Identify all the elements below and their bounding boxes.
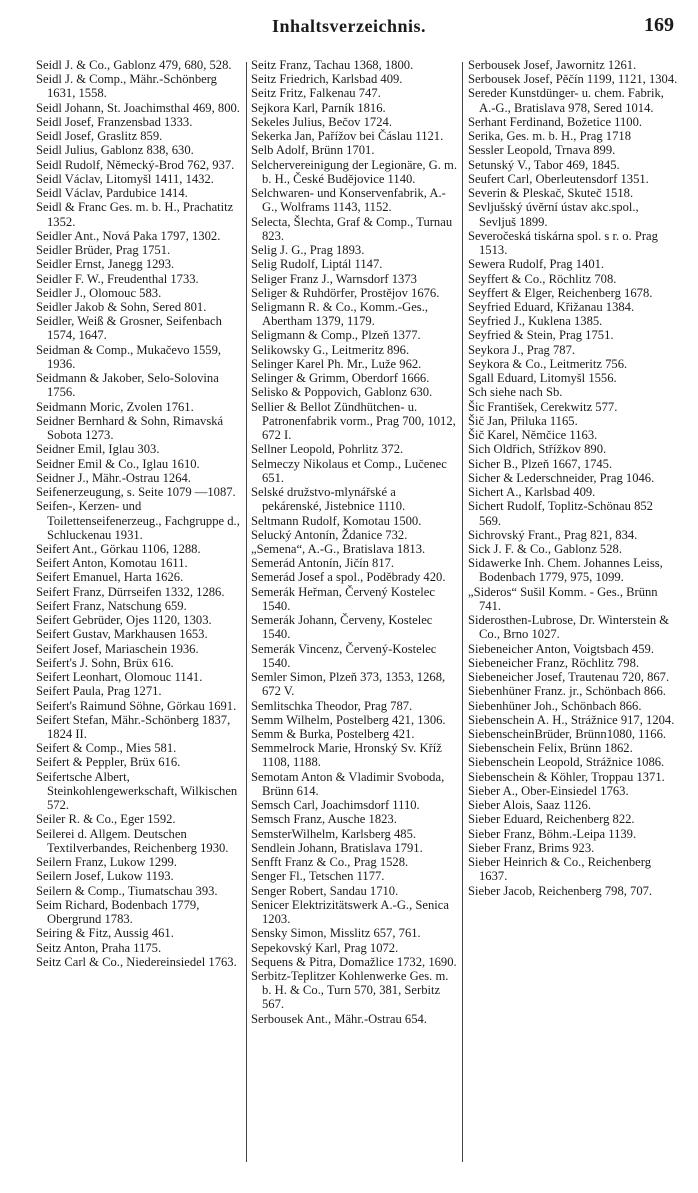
index-entry: Semerák Heřman, Červený Kostelec 1540. <box>251 584 435 613</box>
index-entry: Selinger Karel Ph. Mr., Luže 962. <box>251 356 422 371</box>
index-entry: Sieber A., Ober-Einsiedel 1763. <box>468 783 629 798</box>
index-entry: Siebenschein & Köhler, Troppau 1371. <box>468 769 665 784</box>
index-entry: Semlitschka Theodor, Prag 787. <box>251 698 413 713</box>
index-entry: Serbousek Josef, Jawornitz 1261. <box>468 58 637 72</box>
index-entry: Seifert's J. Sohn, Brüx 616. <box>36 655 174 670</box>
index-entry: Sieber Jacob, Reichenberg 798, 707. <box>468 883 653 898</box>
index-entry: Seifert's Raimund Söhne, Görkau 1691. <box>36 698 237 713</box>
index-entry: Seifert Franz, Natschung 659. <box>36 598 187 613</box>
index-entry: Selinger & Grimm, Oberdorf 1666. <box>251 371 430 386</box>
index-entry: Semm & Burka, Postelberg 421. <box>251 727 415 742</box>
index-entry: Severočeská tiskárna spol. s r. o. Prag 1513. <box>468 228 658 258</box>
index-entry: Severin & Pleskač, Skuteč 1518. <box>468 186 634 201</box>
index-entry: Serhant Ferdinand, Božetice 1100. <box>468 114 643 129</box>
index-entry: Sendlein Johann, Bratislava 1791. <box>251 840 423 855</box>
index-entry: Sieber Alois, Saaz 1126. <box>468 798 592 813</box>
index-entry: Semmelrock Marie, Hronský Sv. Kříž 1108, 1188. <box>251 741 442 770</box>
index-entry: Sepekovský Karl, Prag 1072. <box>251 940 399 955</box>
index-entry: Semotam Anton & Vladimir Svoboda, Brünn 614. <box>251 769 445 798</box>
index-entry: Seyffert & Elger, Reichenberg 1678. <box>468 285 653 300</box>
index-entry: SemsterWilhelm, Karlsberg 485. <box>251 826 417 841</box>
index-entry: Senfft Franz & Co., Prag 1528. <box>251 855 409 870</box>
index-entry: Selisko & Poppovich, Gablonz 630. <box>251 385 433 400</box>
index-entry: Sekeles Julius, Bečov 1724. <box>251 114 392 129</box>
index-columns <box>0 58 698 1184</box>
index-entry: Šic František, Cerekwitz 577. <box>468 399 618 414</box>
index-entry: Seidl J. & Comp., Mähr.-Schönberg 1631, 1558. <box>36 72 217 101</box>
index-entry: Seidler, Weiß & Grosner, Seifenbach 1574, 1647. <box>36 314 222 343</box>
index-entry: Seifert Gebrüder, Ojes 1120, 1303. <box>36 613 212 628</box>
index-entry: „Semena“, A.-G., Bratislava 1813. <box>251 541 426 556</box>
index-entry: Sekerka Jan, Pařížov bei Čáslau 1121. <box>251 129 444 144</box>
index-entry: Seifertsche Albert, Steinkohlengewerkschaft, Wilkischen 572. <box>36 769 238 813</box>
index-column-1 <box>36 58 242 1184</box>
index-entry: Seifert Leonhart, Olomouc 1141. <box>36 670 203 685</box>
index-entry: Seligmann & Comp., Plzeň 1377. <box>251 328 421 343</box>
index-entry: Siderosthen-Lubrose, Dr. Winterstein & Co., Brno 1027. <box>468 613 670 642</box>
index-column-2 <box>251 58 457 1184</box>
index-entry: Šič Jan, Přiluka 1165. <box>468 413 578 428</box>
index-entry: Semerád Antonín, Jičín 817. <box>251 556 395 571</box>
index-entry: Siebeneicher Franz, Röchlitz 798. <box>468 655 640 670</box>
index-entry: Seifert Josef, Mariaschein 1936. <box>36 641 199 656</box>
index-entry: Seidler F. W., Freudenthal 1733. <box>36 271 199 286</box>
index-entry: Seidler Ernst, Janegg 1293. <box>36 257 175 272</box>
index-entry: Serbitz-Teplitzer Kohlenwerke Ges. m. b. H. & Co., Turn 570, 381, Serbitz 567. <box>251 969 449 1012</box>
index-entry: Semerák Vincenz, Červený-Kostelec 1540. <box>251 641 437 670</box>
index-entry: Senicer Elektrizitätswerk A.-G., Senica 1203. <box>251 897 449 927</box>
index-entry: Sieber Franz, Böhm.-Leipa 1139. <box>468 826 637 841</box>
index-entry: Sidawerke Inh. Chem. Johannes Leiss, Bodenbach 1779, 975, 1099. <box>468 556 663 585</box>
index-entry: Seidl Václav, Litomyšl 1411, 1432. <box>36 171 214 186</box>
index-entry: Siebenhüner Franz. jr., Schönbach 866. <box>468 684 666 699</box>
index-entry: Sch siehe nach Sb. <box>468 385 563 400</box>
index-entry: Seufert Carl, Oberleutensdorf 1351. <box>468 171 649 186</box>
index-entry: Seltmann Rudolf, Komotau 1500. <box>251 513 422 528</box>
index-entry: Seidl Josef, Graslitz 859. <box>36 129 163 144</box>
index-entry: Semerád Josef a spol., Poděbrady 420. <box>251 570 446 585</box>
index-entry: Seliger Franz J., Warnsdorf 1373 <box>251 271 417 286</box>
index-entry: Sichert Rudolf, Toplitz-Schönau 852 569. <box>468 499 653 528</box>
index-entry: Seidner Bernhard & Sohn, Rimavská Sobota 1273. <box>36 413 224 443</box>
index-entry: Semsch Franz, Ausche 1823. <box>251 812 397 827</box>
index-entry: Sieber Eduard, Reichenberg 822. <box>468 812 635 827</box>
index-entry: Seidl Johann, St. Joachimsthal 469, 800. <box>36 100 240 115</box>
index-entry: Seifert Gustav, Markhausen 1653. <box>36 627 208 642</box>
index-entry: Semler Simon, Plzeň 373, 1353, 1268, 672 V. <box>251 670 446 699</box>
index-entry: Siebenschein Leopold, Strážnice 1086. <box>468 755 665 770</box>
index-entry: Seidner J., Mähr.-Ostrau 1264. <box>36 470 191 485</box>
index-entry: Seitz Franz, Tachau 1368, 1800. <box>251 58 414 72</box>
index-entry: Seifert & Comp., Mies 581. <box>36 741 177 756</box>
index-entry: Selig Rudolf, Liptál 1147. <box>251 257 383 272</box>
index-entry: Siebeneicher Anton, Voigtsbach 459. <box>468 641 654 656</box>
index-entry: Sellier & Bellot Zündhütchen- u. Patronenfabrik vorm., Prag 700, 1012, 672 I. <box>251 399 456 443</box>
index-entry: Seim Richard, Bodenbach 1779, Obergrund 1783. <box>36 897 200 927</box>
index-entry: Seilerei d. Allgem. Deutschen Textilverbandes, Reichenberg 1930. <box>36 826 229 855</box>
index-entry: Seifert Anton, Komotau 1611. <box>36 556 188 571</box>
index-entry: Seligmann R. & Co., Komm.-Ges., Abertham 1379, 1179. <box>251 299 429 329</box>
index-entry: Seykora & Co., Leitmeritz 756. <box>468 356 628 371</box>
index-entry: Seyffert & Co., Röchlitz 708. <box>468 271 617 286</box>
index-entry: Seidl Rudolf, Německý-Brod 762, 937. <box>36 157 235 172</box>
index-entry: Selmeczy Nikolaus et Comp., Lučenec 651. <box>251 456 447 485</box>
index-entry: Selchwaren- und Konservenfabrik, A.-G., Wolframs 1143, 1152. <box>251 186 446 215</box>
index-entry: „Sideros“ Sušil Komm. - Ges., Brünn 741. <box>468 584 658 613</box>
index-entry: Seiler R. & Co., Eger 1592. <box>36 812 176 827</box>
index-entry: Sgall Eduard, Litomyšl 1556. <box>468 371 617 386</box>
index-entry: Seidl Václav, Pardubice 1414. <box>36 186 188 201</box>
index-entry: Seliger & Ruhdörfer, Prostějov 1676. <box>251 285 440 300</box>
index-entry: Seilern Franz, Lukow 1299. <box>36 855 177 870</box>
index-entry: Šič Karel, Němčice 1163. <box>468 428 598 443</box>
index-entry: Selig J. G., Prag 1893. <box>251 243 365 258</box>
index-entry: Seitz Fritz, Falkenau 747. <box>251 86 381 101</box>
index-entry: Sichrovský Frant., Prag 821, 834. <box>468 527 638 542</box>
index-entry: Seitz Carl & Co., Niedereinsiedel 1763. <box>36 954 237 969</box>
index-entry: Sicher B., Plzeň 1667, 1745. <box>468 456 613 471</box>
index-entry: Sichert A., Karlsbad 409. <box>468 485 596 500</box>
index-entry: Siebeneicher Josef, Trautenau 720, 867. <box>468 670 670 685</box>
index-entry: Seilern & Comp., Tiumatschau 393. <box>36 883 218 898</box>
index-entry: Serbousek Josef, Pěčín 1199, 1121, 1304. <box>468 72 678 87</box>
index-entry: Sensky Simon, Misslitz 657, 761. <box>251 926 421 941</box>
index-entry: Semm Wilhelm, Postelberg 421, 1306. <box>251 712 446 727</box>
index-entry: Selucký Antonín, Ždanice 732. <box>251 527 408 542</box>
index-entry: Seidmann Moric, Zvolen 1761. <box>36 399 194 414</box>
index-entry: Seyfried J., Kuklena 1385. <box>468 314 603 329</box>
index-entry: Seyfried & Stein, Prag 1751. <box>468 328 614 343</box>
index-entry: Sellner Leopold, Pohrlitz 372. <box>251 442 404 457</box>
index-entry: Siebenschein Felix, Brünn 1862. <box>468 741 633 756</box>
index-entry: Seidl Julius, Gablonz 838, 630. <box>36 143 194 158</box>
index-entry: Sevljušský úvěrní ústav akc.spol., Sevljuš 1899. <box>468 200 639 229</box>
index-entry: Selikowsky G., Leitmeritz 896. <box>251 342 410 357</box>
index-entry: Sick J. F. & Co., Gablonz 528. <box>468 541 622 556</box>
index-entry: Seidler Ant., Nová Paka 1797, 1302. <box>36 228 221 243</box>
index-entry: Selecta, Šlechta, Graf & Comp., Turnau 823. <box>251 214 453 243</box>
index-entry: Seifert Ant., Görkau 1106, 1288. <box>36 541 201 556</box>
index-entry: Serbousek Ant., Mähr.-Ostrau 654. <box>251 1011 427 1026</box>
index-entry: Sewera Rudolf, Prag 1401. <box>468 257 605 272</box>
index-entry: Seyfried Eduard, Křižanau 1384. <box>468 299 635 314</box>
index-entry: Sejkora Karl, Parník 1816. <box>251 100 386 115</box>
index-entry: Seidner Emil, Iglau 303. <box>36 442 160 457</box>
index-entry: Serika, Ges. m. b. H., Prag 1718 <box>468 129 631 144</box>
index-entry: Seifert Stefan, Mähr.-Schönberg 1837, 1824 II. <box>36 712 231 742</box>
index-entry: Siebenhüner Joh., Schönbach 866. <box>468 698 642 713</box>
index-entry: Seidl Josef, Franzensbad 1333. <box>36 114 193 129</box>
index-entry: Seifert Franz, Dürrseifen 1332, 1286. <box>36 584 225 599</box>
index-entry: Setunský V., Tabor 469, 1845. <box>468 157 620 172</box>
index-entry: Seykora J., Prag 787. <box>468 342 576 357</box>
index-entry: Selb Adolf, Brünn 1701. <box>251 143 375 158</box>
index-entry: Seidl J. & Co., Gablonz 479, 680, 528. <box>36 58 232 72</box>
index-entry: Seitz Friedrich, Karlsbad 409. <box>251 72 403 87</box>
index-entry: Seidner Emil & Co., Iglau 1610. <box>36 456 200 471</box>
index-entry: Sicher & Lederschneider, Prag 1046. <box>468 470 655 485</box>
index-entry: Selchervereinigung der Legionäre, G. m. b. H., České Budějovice 1140. <box>251 157 457 186</box>
index-entry: Seifert & Peppler, Brüx 616. <box>36 755 181 770</box>
index-entry: Seifenerzeugung, s. Seite 1079 —1087. <box>36 485 236 500</box>
index-entry: Sessler Leopold, Trnava 899. <box>468 143 616 158</box>
index-entry: Seidler Jakob & Sohn, Sered 801. <box>36 299 207 314</box>
index-entry: Sereder Kunstdünger- u. chem. Fabrik, A.-G., Bratislava 978, Sered 1014. <box>468 86 664 115</box>
index-entry: Seidl & Franc Ges. m. b. H., Prachatitz 1352. <box>36 200 234 229</box>
index-entry: Senger Robert, Sandau 1710. <box>251 883 399 898</box>
index-entry: Seiring & Fitz, Aussig 461. <box>36 926 174 941</box>
index-entry: Semsch Carl, Joachimsdorf 1110. <box>251 798 420 813</box>
page-header <box>0 14 698 44</box>
index-entry: Seidman & Comp., Mukačevo 1559, 1936. <box>36 342 222 371</box>
index-entry: Seitz Anton, Praha 1175. <box>36 940 162 955</box>
index-entry: Seifert Paula, Prag 1271. <box>36 684 162 699</box>
index-entry: Sieber Franz, Brims 923. <box>468 840 595 855</box>
index-entry: Seilern Josef, Lukow 1193. <box>36 869 174 884</box>
index-entry: Sieber Heinrich & Co., Reichenberg 1637. <box>468 855 652 884</box>
page-title: Inhaltsverzeichnis. <box>271 16 426 36</box>
index-entry: Selské družstvo-mlynářské a pekárenské, Jistebnice 1110. <box>251 485 406 514</box>
index-entry: Seidler J., Olomouc 583. <box>36 285 162 300</box>
index-entry: SiebenscheinBrüder, Brünn1080, 1166. <box>468 727 667 742</box>
index-entry: Senger Fl., Tetschen 1177. <box>251 869 385 884</box>
index-entry: Seidmann & Jakober, Selo-Solovina 1756. <box>36 371 219 400</box>
index-entry: Sequens & Pitra, Domažlice 1732, 1690. <box>251 954 457 969</box>
index-entry: Semerák Johann, Červeny, Kostelec 1540. <box>251 613 433 642</box>
index-entry: Siebenschein A. H., Strážnice 917, 1204. <box>468 712 675 727</box>
index-entry: Seifen-, Kerzen- und Toilettenseifenerzeug., Fachgruppe d., Schluckenau 1931. <box>36 499 240 542</box>
index-column-3 <box>468 58 678 1184</box>
index-entry: Seifert Emanuel, Harta 1626. <box>36 570 184 585</box>
index-entry: Sich Oldřich, Střížkov 890. <box>468 442 607 457</box>
index-entry: Seidler Brüder, Prag 1751. <box>36 243 171 258</box>
page-number: 169 <box>644 14 674 36</box>
